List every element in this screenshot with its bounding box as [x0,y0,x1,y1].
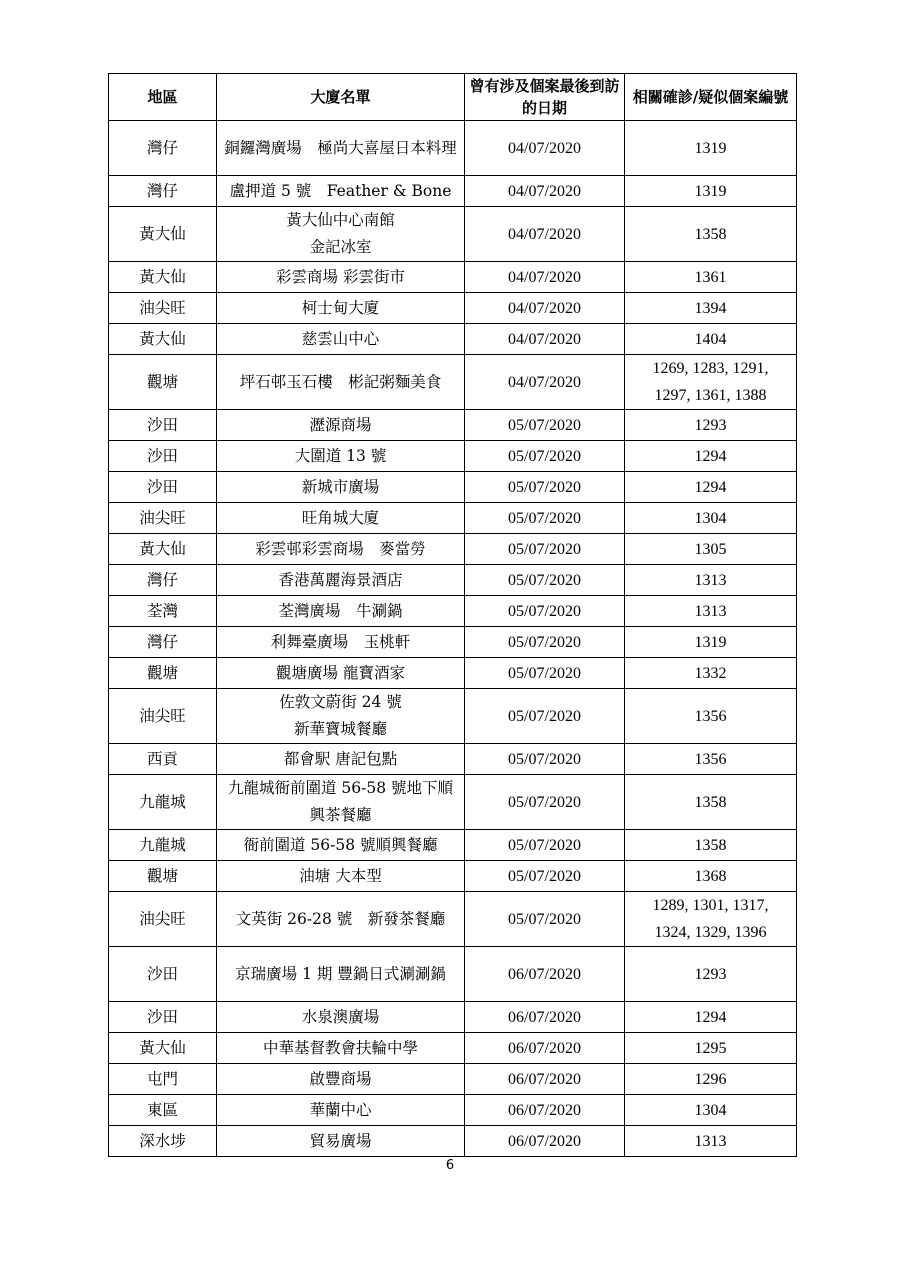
case-numbers-cell: 1319 [625,176,797,207]
table-row [109,627,797,658]
table-row [109,355,797,410]
district-cell: 深水埗 [109,1126,217,1157]
table-row [109,1126,797,1157]
header-date: 曾有涉及個案最後到訪的日期 [465,74,625,121]
case-numbers-cell: 1356 [625,744,797,775]
date-cell: 05/07/2020 [465,744,625,775]
building-cell: 大圍道 13 號 [217,441,465,472]
table-row [109,441,797,472]
date-cell: 04/07/2020 [465,355,625,410]
district-cell: 灣仔 [109,565,217,596]
table-row [109,947,797,1002]
building-cell: 衙前圍道 56-58 號順興餐廳 [217,830,465,861]
district-cell: 沙田 [109,1002,217,1033]
case-numbers-cell: 1305 [625,534,797,565]
table-row [109,892,797,947]
header-building: 大廈名單 [217,74,465,121]
district-cell: 西貢 [109,744,217,775]
district-cell: 九龍城 [109,775,217,830]
table-row [109,1002,797,1033]
case-numbers-cell: 1304 [625,1095,797,1126]
case-numbers-cell: 1294 [625,1002,797,1033]
district-cell: 沙田 [109,410,217,441]
district-cell: 黃大仙 [109,207,217,262]
building-cell: 都會駅 唐記包點 [217,744,465,775]
district-cell: 荃灣 [109,596,217,627]
building-cell: 中華基督教會扶輪中學 [217,1033,465,1064]
date-cell: 05/07/2020 [465,830,625,861]
building-cell: 觀塘廣場 龍寶酒家 [217,658,465,689]
date-cell: 05/07/2020 [465,689,625,744]
case-numbers-cell: 1368 [625,861,797,892]
table-row [109,176,797,207]
case-numbers-cell: 1294 [625,441,797,472]
case-numbers-cell: 1304 [625,503,797,534]
table-row [109,534,797,565]
building-cell: 貿易廣場 [217,1126,465,1157]
case-numbers-cell: 1358 [625,775,797,830]
date-cell: 05/07/2020 [465,565,625,596]
date-cell: 06/07/2020 [465,1002,625,1033]
case-numbers-cell: 1358 [625,830,797,861]
case-numbers-cell: 1295 [625,1033,797,1064]
date-cell: 06/07/2020 [465,1126,625,1157]
building-cell: 水泉澳廣場 [217,1002,465,1033]
case-numbers-cell: 1294 [625,472,797,503]
table-row [109,503,797,534]
table-row [109,596,797,627]
date-cell: 06/07/2020 [465,1064,625,1095]
district-cell: 九龍城 [109,830,217,861]
district-cell: 觀塘 [109,658,217,689]
date-cell: 05/07/2020 [465,892,625,947]
building-cell: 新城市廣場 [217,472,465,503]
date-cell: 04/07/2020 [465,324,625,355]
table-row [109,775,797,830]
building-cell: 坪石邨玉石樓 彬記粥麵美食 [217,355,465,410]
date-cell: 05/07/2020 [465,861,625,892]
date-cell: 05/07/2020 [465,410,625,441]
building-cell: 油塘 大本型 [217,861,465,892]
table-row [109,262,797,293]
building-cell: 荃灣廣場 牛涮鍋 [217,596,465,627]
building-cell: 佐敦文蔚街 24 號 新華寶城餐廳 [217,689,465,744]
case-numbers-cell: 1356 [625,689,797,744]
date-cell: 05/07/2020 [465,472,625,503]
table-row [109,324,797,355]
date-cell: 06/07/2020 [465,1095,625,1126]
district-cell: 油尖旺 [109,293,217,324]
case-numbers-cell: 1313 [625,565,797,596]
building-cell: 九龍城衙前圍道 56-58 號地下順興茶餐廳 [217,775,465,830]
date-cell: 06/07/2020 [465,947,625,1002]
case-numbers-cell: 1358 [625,207,797,262]
table-row [109,689,797,744]
header-cases: 相關確診/疑似個案編號 [625,74,797,121]
table-row [109,121,797,176]
district-cell: 觀塘 [109,861,217,892]
case-numbers-cell: 1269, 1283, 1291, 1297, 1361, 1388 [625,355,797,410]
date-cell: 04/07/2020 [465,293,625,324]
date-cell: 04/07/2020 [465,121,625,176]
case-numbers-cell: 1319 [625,121,797,176]
case-numbers-cell: 1319 [625,627,797,658]
table-row [109,744,797,775]
page-number: 6 [445,1158,455,1173]
district-cell: 油尖旺 [109,892,217,947]
date-cell: 05/07/2020 [465,596,625,627]
building-cell: 彩雲邨彩雲商場 麥當勞 [217,534,465,565]
table-row [109,1033,797,1064]
case-numbers-cell: 1296 [625,1064,797,1095]
district-cell: 觀塘 [109,355,217,410]
district-cell: 油尖旺 [109,503,217,534]
table-row [109,293,797,324]
case-numbers-cell: 1404 [625,324,797,355]
district-cell: 東區 [109,1095,217,1126]
building-cell: 瀝源商場 [217,410,465,441]
date-cell: 04/07/2020 [465,262,625,293]
district-cell: 油尖旺 [109,689,217,744]
date-cell: 05/07/2020 [465,503,625,534]
building-cell: 旺角城大廈 [217,503,465,534]
table-header-row [109,74,797,121]
date-cell: 05/07/2020 [465,658,625,689]
date-cell: 05/07/2020 [465,441,625,472]
district-cell: 沙田 [109,441,217,472]
building-cell: 柯士甸大廈 [217,293,465,324]
table-row [109,565,797,596]
building-cell: 啟豐商場 [217,1064,465,1095]
case-numbers-cell: 1361 [625,262,797,293]
building-cell: 銅鑼灣廣場 極尚大喜屋日本料理 [217,121,465,176]
building-cell: 華蘭中心 [217,1095,465,1126]
case-numbers-cell: 1313 [625,1126,797,1157]
table-row [109,830,797,861]
table-row [109,1095,797,1126]
building-cell: 黃大仙中心南館 金記冰室 [217,207,465,262]
date-cell: 05/07/2020 [465,627,625,658]
district-cell: 沙田 [109,472,217,503]
table-row [109,861,797,892]
date-cell: 05/07/2020 [465,775,625,830]
date-cell: 06/07/2020 [465,1033,625,1064]
district-cell: 黃大仙 [109,1033,217,1064]
table-row [109,207,797,262]
table-row [109,410,797,441]
table-row [109,472,797,503]
building-list-table [108,73,797,1157]
date-cell: 04/07/2020 [465,176,625,207]
building-cell: 慈雲山中心 [217,324,465,355]
date-cell: 04/07/2020 [465,207,625,262]
district-cell: 灣仔 [109,627,217,658]
case-numbers-cell: 1293 [625,410,797,441]
building-cell: 盧押道 5 號 Feather & Bone [217,176,465,207]
table-body [109,121,797,1157]
district-cell: 灣仔 [109,176,217,207]
district-cell: 灣仔 [109,121,217,176]
district-cell: 屯門 [109,1064,217,1095]
case-numbers-cell: 1313 [625,596,797,627]
date-cell: 05/07/2020 [465,534,625,565]
district-cell: 黃大仙 [109,534,217,565]
district-cell: 黃大仙 [109,324,217,355]
case-numbers-cell: 1289, 1301, 1317, 1324, 1329, 1396 [625,892,797,947]
header-district: 地區 [109,74,217,121]
case-numbers-cell: 1394 [625,293,797,324]
table-row [109,658,797,689]
district-cell: 黃大仙 [109,262,217,293]
table-row [109,1064,797,1095]
building-cell: 京瑞廣場 1 期 豐鍋日式涮涮鍋 [217,947,465,1002]
building-cell: 彩雲商場 彩雲街市 [217,262,465,293]
case-numbers-cell: 1293 [625,947,797,1002]
building-cell: 利舞臺廣場 玉桃軒 [217,627,465,658]
district-cell: 沙田 [109,947,217,1002]
building-cell: 文英街 26-28 號 新發茶餐廳 [217,892,465,947]
case-numbers-cell: 1332 [625,658,797,689]
building-cell: 香港萬麗海景酒店 [217,565,465,596]
